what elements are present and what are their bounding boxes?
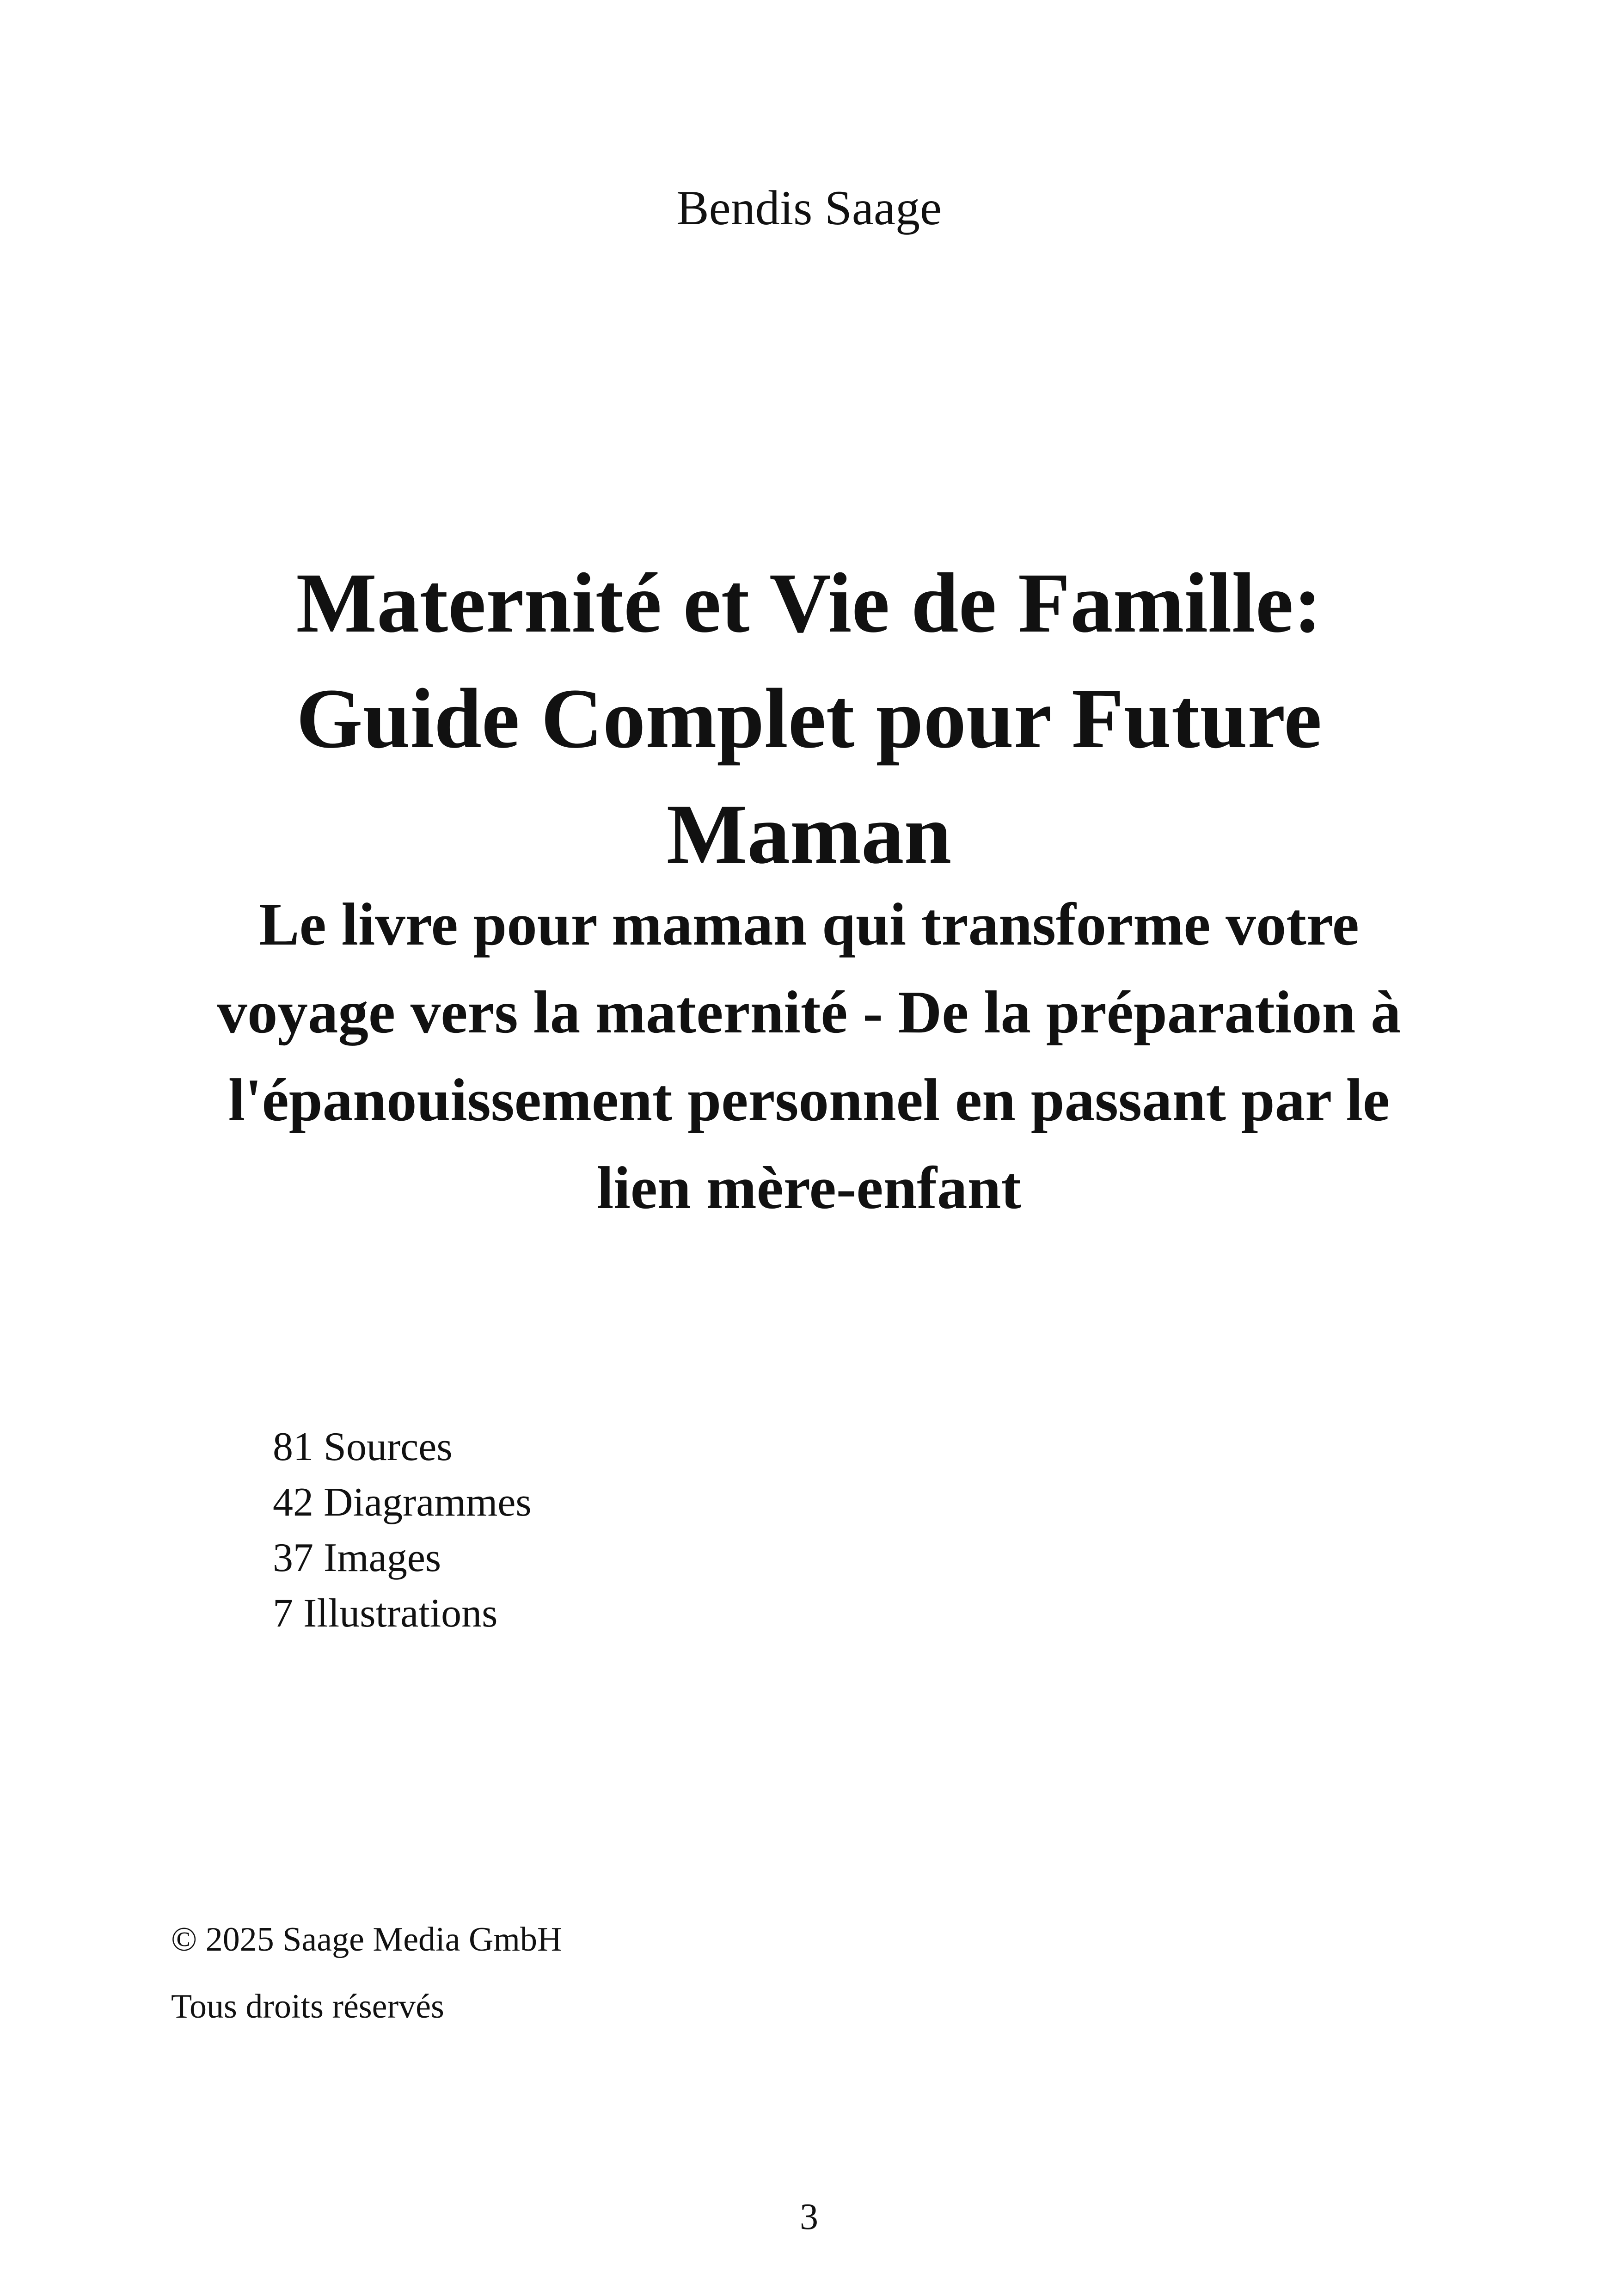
book-subtitle-line: l'épanouissement personnel en passant par le <box>228 1067 1390 1134</box>
book-subtitle-line: lien mère-enfant <box>597 1154 1021 1222</box>
page-number: 3 <box>800 2197 818 2237</box>
content-stats-list <box>273 1419 532 1641</box>
book-subtitle <box>139 881 1479 1232</box>
copyright-notice: © 2025 Saage Media GmbH <box>171 1921 562 1958</box>
rights-reserved: Tous droits réservés <box>171 1988 444 2026</box>
book-subtitle-line: voyage vers la maternité - De la préparation à <box>217 979 1401 1046</box>
book-title-line: Maternité et Vie de Famille: <box>296 556 1322 651</box>
stat-diagrams: 42 Diagrammes <box>273 1480 532 1525</box>
stat-images: 37 Images <box>273 1535 441 1580</box>
book-title-line: Guide Complet pour Future <box>296 671 1322 766</box>
stat-illustrations: 7 Illustrations <box>273 1591 498 1636</box>
book-subtitle-line: Le livre pour maman qui transforme votre <box>259 891 1359 958</box>
stat-sources: 81 Sources <box>273 1424 453 1469</box>
book-title-line: Maman <box>666 787 952 882</box>
author-name: Bendis Saage <box>676 181 942 235</box>
book-title <box>185 546 1433 892</box>
